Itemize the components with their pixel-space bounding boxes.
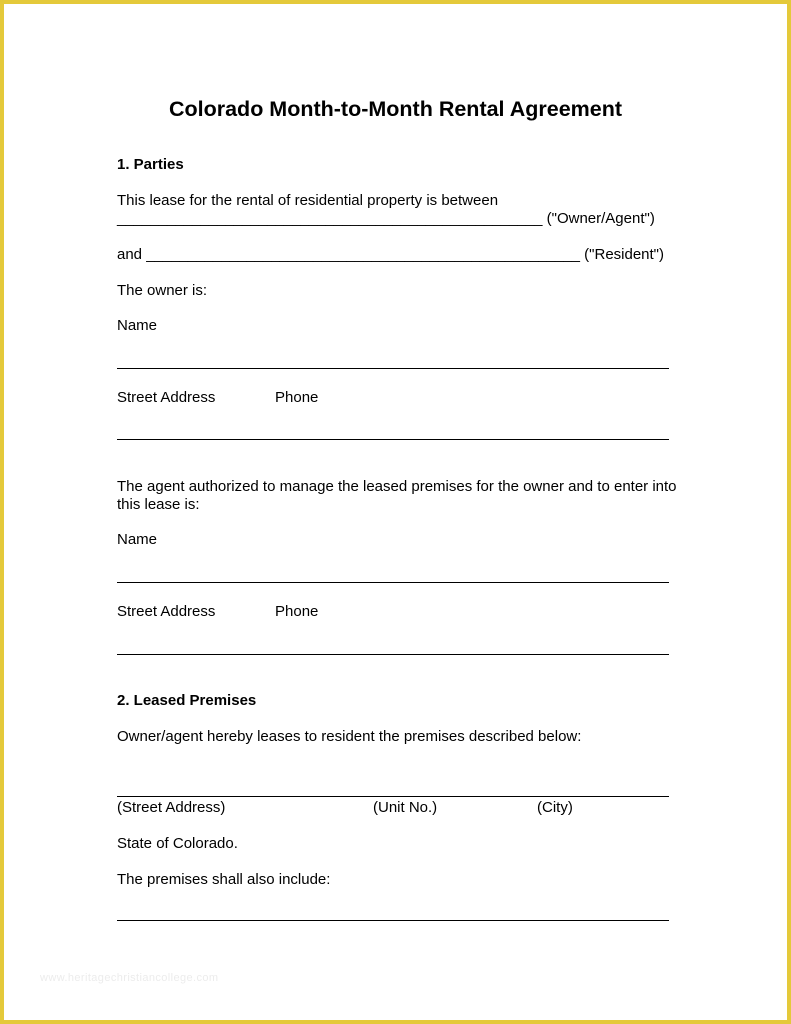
agent-address-line [117, 654, 669, 655]
parties-intro-text: This lease for the rental of residential property is between [117, 192, 499, 209]
owner-address-line [117, 439, 669, 440]
agent-phone-label: Phone [275, 603, 319, 620]
owner-phone-label: Phone [275, 389, 319, 406]
premises-include-line [117, 920, 669, 921]
document-title: Colorado Month-to-Month Rental Agreement [168, 97, 623, 121]
section-1-heading: 1. Parties [117, 156, 184, 173]
resident-blank-line: and ____________________________________________________ ("Resident") [117, 246, 665, 263]
unit-number-caption: (Unit No.) [373, 799, 438, 816]
owner-is-text: The owner is: [117, 282, 208, 299]
agent-street-address-label: Street Address [117, 603, 216, 620]
city-caption: (City) [537, 799, 573, 816]
premises-include-text: The premises shall also include: [117, 871, 331, 888]
owner-street-address-label: Street Address [117, 389, 216, 406]
state-text: State of Colorado. [117, 835, 238, 852]
agent-name-line [117, 582, 669, 583]
owner-name-label: Name [117, 317, 158, 334]
street-address-caption: (Street Address) [117, 799, 226, 816]
watermark-text: www.heritagechristiancollege.com [40, 972, 219, 984]
agent-intro-text: The agent authorized to manage the leased premises for the owner and to enter into this lease is: [117, 478, 677, 513]
section-2-heading: 2. Leased Premises [117, 692, 257, 709]
leased-premises-intro: Owner/agent hereby leases to resident the premises described below: [117, 728, 582, 745]
owner-name-line [117, 368, 669, 369]
owner-agent-blank-line: ___________________________________________________ ("Owner/Agent") [117, 210, 655, 227]
agent-name-label: Name [117, 531, 158, 548]
premises-address-line [117, 796, 669, 797]
